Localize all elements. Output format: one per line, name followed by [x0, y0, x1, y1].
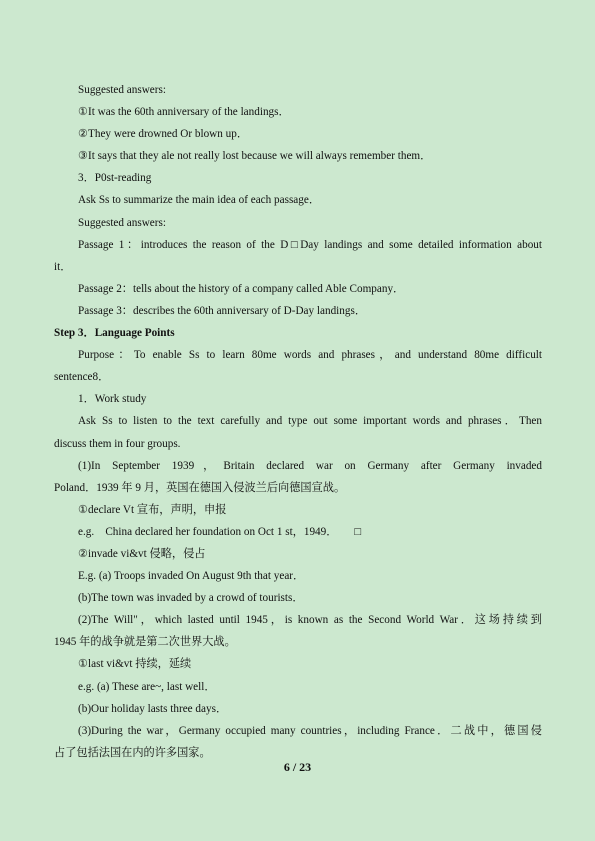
text-line: ②invade vi&vt 侵略，侵占: [78, 547, 206, 560]
text-line: ②They were drowned Or blown up．: [78, 128, 249, 141]
text-line: Suggested answers:: [78, 216, 166, 229]
document-body: [54, 79, 542, 764]
text-line: ①last vi&vt 持续，延续: [78, 658, 192, 671]
text-line: discuss them in four groups.: [54, 437, 181, 450]
text-line: Poland．1939 年 9 月，英国在德国入侵波兰后向德国宣战。: [54, 481, 346, 494]
text-line: e.g. China declared her foundation on Oct 1 st，1949． □: [78, 525, 361, 538]
text-line: ①declare Vt 宣布，声明，申报: [78, 503, 227, 516]
text-line: 占了包括法国在内的许多国家。: [54, 746, 211, 759]
section-heading: Step 3．Language Points: [54, 327, 175, 340]
text-line: (3)During the war，Germany occupied many countries，including France．二战中，德国侵: [78, 724, 542, 737]
text-line: (b)Our holiday lasts three days．: [78, 702, 228, 715]
text-line: e.g. (a) These are~, last well．: [78, 680, 216, 693]
text-line: (b)The town was invaded by a crowd of tourists．: [78, 592, 304, 605]
text-line: 1945 年的战争就是第二次世界大战。: [54, 636, 236, 649]
text-line: Suggested answers:: [78, 84, 166, 96]
text-line: ③It says that they ale not really lost because we will always remember them．: [78, 150, 432, 163]
text-line: E.g. (a) Troops invaded On August 9th that year．: [78, 570, 305, 583]
text-line: Passage 2：tells about the history of a company called Able Company．: [78, 282, 405, 295]
text-line: it．: [54, 260, 72, 273]
text-line: sentence8．: [54, 371, 110, 384]
text-line: Passage 3：describes the 60th anniversary of D-Day landings．: [78, 304, 367, 317]
text-line: Ask Ss to listen to the text carefully and type out some important words and phrases．Then: [78, 415, 542, 428]
text-line: 3．P0st-reading: [78, 172, 152, 185]
page-number: 6 / 23: [283, 760, 312, 774]
text-line: Passage 1：introduces the reason of the D□Day landings and some detailed information about: [78, 238, 542, 251]
text-line: 1．Work study: [78, 393, 147, 406]
text-line: Purpose：To enable Ss to learn 80me words and phrases，and understand 80me difficult: [78, 349, 542, 362]
text-line: ①It was the 60th anniversary of the landings．: [78, 106, 290, 119]
text-line: (2)The Will"，which lasted until 1945，is known as the Second World War．这场持续到: [78, 614, 542, 627]
text-line: (1)In September 1939，Britain declared war on Germany after Germany invaded: [78, 459, 542, 472]
text-line: Ask Ss to summarize the main idea of each passage．: [78, 194, 321, 207]
